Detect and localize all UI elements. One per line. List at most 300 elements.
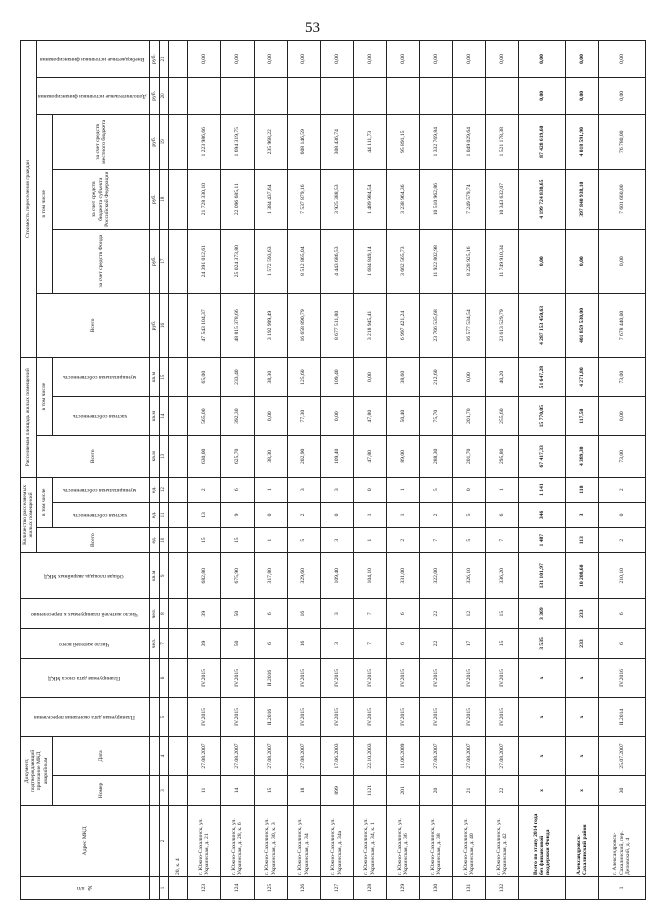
rooms-private-cell: 0 <box>254 502 287 527</box>
row-number <box>168 877 188 900</box>
table-row <box>188 41 221 900</box>
cost-extra-cell <box>420 77 453 114</box>
area-total-cell: 336,20 <box>486 553 519 599</box>
cost-excess-cell: 0,00 <box>287 41 320 78</box>
doc-number-cell: 899 <box>320 776 353 806</box>
doc-date-cell: 27.08.2007 <box>287 736 320 775</box>
cost-fund-cell: 0,00 <box>519 229 566 293</box>
rooms-private-cell: 0 <box>320 502 353 527</box>
doc-number-cell: 20 <box>420 776 453 806</box>
rooms-private-cell: 5 <box>453 502 486 527</box>
address-cell: г. Южно-Сахалинск, ул. Украинская, д. 36 <box>386 805 419 876</box>
row-number <box>519 877 566 900</box>
row-number: 126 <box>287 877 320 900</box>
rooms-municipal-cell: 6 <box>221 477 254 502</box>
cost-region-cell: 22 096 685,11 <box>221 169 254 229</box>
cost-excess-cell: 0,00 <box>254 41 287 78</box>
area-private-cell: 0,00 <box>254 397 287 436</box>
rooms-municipal-cell: 2 <box>599 477 646 502</box>
resettle-date-cell: x <box>519 697 566 736</box>
area-private-cell <box>168 397 188 436</box>
residents-planned-cell: 3 <box>320 599 353 629</box>
register-body <box>168 41 645 900</box>
cost-local-cell: 235 968,22 <box>254 114 287 169</box>
table-row <box>353 41 386 900</box>
residents-planned-cell: 6 <box>386 599 419 629</box>
column-number: 1 <box>159 877 168 900</box>
doc-date-cell: 27.08.2007 <box>221 736 254 775</box>
rooms-total-cell: 7 <box>420 528 453 553</box>
cost-local-cell: 76 780,00 <box>599 114 646 169</box>
doc-number-cell: 22 <box>486 776 519 806</box>
table-row <box>386 41 419 900</box>
cost-total-cell: 401 859 530,00 <box>565 293 598 357</box>
area-sum-cell: 288,30 <box>420 436 453 477</box>
residents-total-cell: 7 <box>353 629 386 659</box>
unit-cell: кв.м <box>150 553 159 599</box>
area-sum-cell: 109,40 <box>320 436 353 477</box>
rotated-page <box>20 40 632 900</box>
resettle-date-cell: IV.2015 <box>188 697 221 736</box>
cost-excess-cell: 0,00 <box>519 41 566 78</box>
doc-date-cell: 27.08.2007 <box>486 736 519 775</box>
doc-number-cell: 14 <box>221 776 254 806</box>
area-total-cell: 109,40 <box>320 553 353 599</box>
unit-cell: руб. <box>150 293 159 357</box>
rooms-total-cell: 1 <box>353 528 386 553</box>
header-area-incl: в том числе <box>36 358 52 436</box>
doc-number-cell: x <box>519 776 566 806</box>
header-rooms-group: Количество расселяемых жилых помещений <box>21 477 37 553</box>
header-rooms-total: Всего <box>36 528 150 553</box>
cost-total-cell: 6 997 421,24 <box>386 293 419 357</box>
cost-region-cell: 10 510 962,86 <box>420 169 453 229</box>
rooms-total-cell: 7 <box>486 528 519 553</box>
area-municipal-cell: 38,30 <box>254 358 287 397</box>
resettle-date-cell: IV.2015 <box>221 697 254 736</box>
residents-total-cell: 16 <box>287 629 320 659</box>
column-number: 18 <box>159 169 168 229</box>
address-cell: г. Южно-Сахалинск, ул. Украинская, д. 34а <box>320 805 353 876</box>
area-municipal-cell: 4 271,80 <box>565 358 598 397</box>
residents-total-cell: 6 <box>386 629 419 659</box>
unit-cell <box>150 697 159 736</box>
area-sum-cell: 89,00 <box>386 436 419 477</box>
area-municipal-cell: 51 647,28 <box>519 358 566 397</box>
address-cell: г. Южно-Сахалинск, ул. Украинская, д. 34, к. 1 <box>353 805 386 876</box>
address-cell: г. Южно-Сахалинск, ул. Украинская, д. 21 <box>188 805 221 876</box>
rooms-municipal-cell: 1 <box>486 477 519 502</box>
header-planned-resettle: Планируемая дата окончания переселения <box>21 697 150 736</box>
cost-region-cell <box>168 169 188 229</box>
doc-date-cell: 17.06.2003 <box>320 736 353 775</box>
rooms-municipal-cell: 3 <box>287 477 320 502</box>
resettle-date-cell: IV.2015 <box>453 697 486 736</box>
residents-planned-cell: 7 <box>353 599 386 629</box>
rooms-municipal-cell: 0 <box>353 477 386 502</box>
cost-extra-cell: 0,00 <box>599 77 646 114</box>
resettle-date-cell <box>168 697 188 736</box>
demolish-date-cell: IV.2015 <box>221 658 254 697</box>
resettle-date-cell: IV.2015 <box>420 697 453 736</box>
residents-planned-cell: 12 <box>453 599 486 629</box>
cost-excess-cell: 0,00 <box>599 41 646 78</box>
cost-region-cell: 1 489 984,54 <box>353 169 386 229</box>
rooms-total-cell: 113 <box>565 528 598 553</box>
address-cell: Александровск-Сахалинский район <box>565 805 598 876</box>
area-municipal-cell: 38,60 <box>386 358 419 397</box>
area-municipal-cell: 0,00 <box>453 358 486 397</box>
area-municipal-cell: 233,40 <box>221 358 254 397</box>
cost-fund-cell: 0,00 <box>565 229 598 293</box>
rooms-total-cell: 2 <box>599 528 646 553</box>
area-sum-cell: 630,00 <box>188 436 221 477</box>
area-sum-cell: 47,80 <box>353 436 386 477</box>
rooms-private-cell: 9 <box>221 502 254 527</box>
demolish-date-cell: IV.2015 <box>188 658 221 697</box>
rooms-total-cell: 15 <box>221 528 254 553</box>
address-cell: г. Южно-Сахалинск, ул. Украинская, д. 28, к. 6 <box>221 805 254 876</box>
cost-fund-cell: 1 572 593,63 <box>254 229 287 293</box>
area-total-cell: 675,90 <box>221 553 254 599</box>
cost-fund-cell: 0,00 <box>599 229 646 293</box>
unit-cell: кв.м <box>150 436 159 477</box>
column-number: 8 <box>159 599 168 629</box>
row-number: 131 <box>453 877 486 900</box>
cost-extra-cell <box>320 77 353 114</box>
address-cell: г. Южно-Сахалинск, ул. Украинская, д. 40 <box>453 805 486 876</box>
header-cost-region: за счет средств бюджета субъекта Российской Федерации <box>52 169 150 229</box>
cost-fund-cell: 8 228 925,16 <box>453 229 486 293</box>
cost-total-cell: 4 287 153 450,63 <box>519 293 566 357</box>
header-doc-group: Документ, подтверждающий признание МКД аварийным <box>21 736 53 805</box>
resettle-date-cell: IV.2015 <box>287 697 320 736</box>
unit-cell: ед. <box>150 502 159 527</box>
cost-fund-cell: 25 024 373,80 <box>221 229 254 293</box>
demolish-date-cell: II.2016 <box>254 658 287 697</box>
area-private-cell: 565,00 <box>188 397 221 436</box>
cost-region-cell: 7 249 579,74 <box>453 169 486 229</box>
address-cell: Всего по этапу 2014 года без финансовой поддержки Фонда <box>519 805 566 876</box>
cost-local-cell: 1 223 986,66 <box>188 114 221 169</box>
residents-total-cell: 6 <box>599 629 646 659</box>
unit-cell: руб. <box>150 77 159 114</box>
table-row <box>254 41 287 900</box>
cost-region-cell: 7 601 660,00 <box>599 169 646 229</box>
unit-cell: руб. <box>150 169 159 229</box>
cost-region-cell: 3 925 388,53 <box>320 169 353 229</box>
residents-planned-cell: 233 <box>565 599 598 629</box>
cost-extra-cell: 0,00 <box>565 77 598 114</box>
cost-local-cell <box>168 114 188 169</box>
resettle-date-cell: IV.2015 <box>386 697 419 736</box>
area-private-cell: 75,70 <box>420 397 453 436</box>
doc-date-cell: 27.08.2007 <box>453 736 486 775</box>
row-number: 128 <box>353 877 386 900</box>
header-cost-incl: в том числе <box>36 114 52 293</box>
unit-cell: руб. <box>150 114 159 169</box>
area-total-cell: 682,80 <box>188 553 221 599</box>
cost-local-cell: 1 332 769,84 <box>420 114 453 169</box>
summary-row <box>519 41 566 900</box>
cost-local-cell: 1 694 319,75 <box>221 114 254 169</box>
residents-total-cell: 50 <box>221 629 254 659</box>
unit-cell <box>150 658 159 697</box>
rooms-total-cell: 2 <box>386 528 419 553</box>
cost-total-cell: 23 766 535,68 <box>420 293 453 357</box>
header-cost-local: за счет средств местного бюджета <box>52 114 150 169</box>
residents-total-cell: 6 <box>254 629 287 659</box>
doc-date-cell: x <box>565 736 598 775</box>
cost-extra-cell <box>453 77 486 114</box>
rooms-total-cell <box>168 528 188 553</box>
doc-number-cell: 1121 <box>353 776 386 806</box>
rooms-private-cell: 0 <box>599 502 646 527</box>
column-number: 9 <box>159 553 168 599</box>
header-cost-total: Всего <box>36 293 150 357</box>
header-rooms-municipal: муниципальная собственность <box>52 477 150 502</box>
resettle-date-cell: x <box>565 697 598 736</box>
doc-date-cell: 27.08.2007 <box>254 736 287 775</box>
area-municipal-cell <box>168 358 188 397</box>
cost-total-cell: 47 543 104,37 <box>188 293 221 357</box>
rooms-private-cell: 346 <box>519 502 566 527</box>
unit-cell: ед. <box>150 477 159 502</box>
header-cost-extra: Дополнительные источники финансирования <box>36 77 150 114</box>
residents-planned-cell: 6 <box>599 599 646 629</box>
cost-local-cell: 87 428 619,60 <box>519 114 566 169</box>
cost-total-cell: 7 678 440,00 <box>599 293 646 357</box>
table-row <box>486 41 519 900</box>
area-private-cell: 0,00 <box>320 397 353 436</box>
rooms-total-cell: 5 <box>287 528 320 553</box>
column-number: 15 <box>159 358 168 397</box>
summary-row <box>565 41 598 900</box>
residents-planned-cell: 39 <box>188 599 221 629</box>
rooms-municipal-cell: 3 <box>320 477 353 502</box>
row-number: 132 <box>486 877 519 900</box>
header-address: Адрес МКД <box>21 805 150 876</box>
demolish-date-cell: IV.2015 <box>320 658 353 697</box>
demolish-date-cell <box>168 658 188 697</box>
area-total-cell: 329,60 <box>287 553 320 599</box>
area-sum-cell: 73,00 <box>599 436 646 477</box>
header-cost-fund: за счет средств Фонда <box>52 229 150 293</box>
area-municipal-cell: 73,00 <box>599 358 646 397</box>
address-cell: г. Южно-Сахалинск, ул. Украинская, д. 38 <box>420 805 453 876</box>
rooms-total-cell: 1 487 <box>519 528 566 553</box>
resettle-date-cell: II.2014 <box>599 697 646 736</box>
rooms-municipal-cell: 0 <box>453 477 486 502</box>
rooms-total-cell: 1 <box>254 528 287 553</box>
rooms-municipal-cell: 110 <box>565 477 598 502</box>
area-total-cell: 331,00 <box>386 553 419 599</box>
cost-fund-cell: 3 662 565,73 <box>386 229 419 293</box>
area-sum-cell: 201,70 <box>453 436 486 477</box>
header-area-group: Расселяемая площадь жилых помещений <box>21 358 37 477</box>
row-number: 130 <box>420 877 453 900</box>
header-no: № п/п <box>21 877 150 900</box>
demolish-date-cell: IV.2015 <box>287 658 320 697</box>
area-municipal-cell: 212,60 <box>420 358 453 397</box>
cost-excess-cell: 0,00 <box>386 41 419 78</box>
cost-fund-cell <box>168 229 188 293</box>
doc-number-cell: 30 <box>599 776 646 806</box>
cost-local-cell: 608 146,59 <box>287 114 320 169</box>
row-number: 1 <box>599 877 646 900</box>
demolish-date-cell: IV.2015 <box>453 658 486 697</box>
unit-cell: руб. <box>150 41 159 78</box>
area-private-cell: 201,70 <box>453 397 486 436</box>
cost-local-cell: 308 436,74 <box>320 114 353 169</box>
rooms-private-cell: 2 <box>420 502 453 527</box>
cost-region-cell: 4 199 724 830,65 <box>519 169 566 229</box>
rooms-municipal-cell: 2 <box>188 477 221 502</box>
column-number: 19 <box>159 114 168 169</box>
area-private-cell: 47,80 <box>353 397 386 436</box>
cost-total-cell: 16 658 890,79 <box>287 293 320 357</box>
residents-total-cell: 22 <box>420 629 453 659</box>
doc-number-cell: 201 <box>386 776 419 806</box>
unit-cell <box>150 805 159 876</box>
cost-total-cell: 48 815 378,66 <box>221 293 254 357</box>
demolish-date-cell: x <box>565 658 598 697</box>
unit-cell: кв.м <box>150 397 159 436</box>
cost-total-cell: 3 192 999,49 <box>254 293 287 357</box>
area-sum-cell: 4 389,30 <box>565 436 598 477</box>
header-area-private: частная собственность <box>52 397 150 436</box>
residents-total-cell: 15 <box>486 629 519 659</box>
column-number: 5 <box>159 697 168 736</box>
doc-date-cell: 11.06.2009 <box>386 736 419 775</box>
column-number: 4 <box>159 736 168 775</box>
cost-extra-cell <box>254 77 287 114</box>
table-row <box>320 41 353 900</box>
cost-extra-cell <box>386 77 419 114</box>
column-number: 3 <box>159 776 168 806</box>
address-cell: 20, к. 4 <box>168 805 188 876</box>
area-municipal-cell: 125,60 <box>287 358 320 397</box>
unit-cell <box>150 877 159 900</box>
residents-total-cell: 17 <box>453 629 486 659</box>
area-private-cell: 117,50 <box>565 397 598 436</box>
header-residents-planned: Число жителей планируемых к переселению <box>21 599 150 629</box>
cost-excess-cell: 0,00 <box>353 41 386 78</box>
header-row-1 <box>21 41 37 900</box>
doc-number-cell: 15 <box>254 776 287 806</box>
column-number: 14 <box>159 397 168 436</box>
residents-planned-cell: 50 <box>221 599 254 629</box>
demolish-date-cell: IV.2016 <box>599 658 646 697</box>
cost-extra-cell <box>353 77 386 114</box>
cost-local-cell: 95 891,15 <box>386 114 419 169</box>
header-rooms-private: частная собственность <box>52 502 150 527</box>
rooms-private-cell: 3 <box>565 502 598 527</box>
cost-extra-cell <box>486 77 519 114</box>
residents-total-cell: 233 <box>565 629 598 659</box>
cost-region-cell: 21 728 330,10 <box>188 169 221 229</box>
rooms-municipal-cell: 1 <box>254 477 287 502</box>
cost-total-cell: 16 577 534,54 <box>453 293 486 357</box>
unit-cell: чел. <box>150 599 159 629</box>
residents-planned-cell: 16 <box>287 599 320 629</box>
area-sum-cell: 625,70 <box>221 436 254 477</box>
doc-date-cell: 25.07.2007 <box>599 736 646 775</box>
doc-date-cell <box>168 736 188 775</box>
cost-region-cell: 3 238 964,36 <box>386 169 419 229</box>
cost-extra-cell <box>188 77 221 114</box>
row-number: 127 <box>320 877 353 900</box>
residents-total-cell: 3 535 <box>519 629 566 659</box>
header-cost-group: Стоимость переселения граждан <box>21 41 37 358</box>
cost-extra-cell <box>221 77 254 114</box>
column-number: 2 <box>159 805 168 876</box>
page-number: 53 <box>305 20 320 36</box>
table-row <box>599 41 646 900</box>
resettle-date-cell: IV.2015 <box>486 697 519 736</box>
area-private-cell: 392,30 <box>221 397 254 436</box>
area-municipal-cell: 0,00 <box>353 358 386 397</box>
table-row <box>420 41 453 900</box>
table-row <box>221 41 254 900</box>
rooms-private-cell: 2 <box>287 502 320 527</box>
table-row <box>287 41 320 900</box>
area-total-cell: 322,00 <box>420 553 453 599</box>
column-number: 16 <box>159 293 168 357</box>
unit-cell <box>150 736 159 775</box>
resettlement-register-table <box>20 40 646 900</box>
cost-excess-cell: 0,00 <box>221 41 254 78</box>
rooms-municipal-cell: 1 <box>386 477 419 502</box>
cost-total-cell <box>168 293 188 357</box>
area-private-cell: 50,40 <box>386 397 419 436</box>
resettle-date-cell: II.2016 <box>254 697 287 736</box>
residents-planned-cell: 22 <box>420 599 453 629</box>
area-municipal-cell: 40,20 <box>486 358 519 397</box>
area-sum-cell: 67 417,33 <box>519 436 566 477</box>
cost-local-cell: 1 049 029,64 <box>453 114 486 169</box>
resettle-date-cell: IV.2015 <box>353 697 386 736</box>
table-row <box>168 41 188 900</box>
header-doc-date: Дата <box>52 736 150 775</box>
header-area-municipal: муниципальная собственность <box>52 358 150 397</box>
rooms-municipal-cell: 5 <box>420 477 453 502</box>
row-number: 129 <box>386 877 419 900</box>
unit-cell: ед. <box>150 528 159 553</box>
column-number: 21 <box>159 41 168 78</box>
cost-region-cell: 10 343 632,07 <box>486 169 519 229</box>
cost-local-cell: 44 111,73 <box>353 114 386 169</box>
demolish-date-cell: IV.2015 <box>420 658 453 697</box>
residents-planned-cell: 3 369 <box>519 599 566 629</box>
unit-cell <box>150 776 159 806</box>
rooms-total-cell: 3 <box>320 528 353 553</box>
unit-cell: руб. <box>150 229 159 293</box>
rooms-total-cell: 5 <box>453 528 486 553</box>
demolish-date-cell: IV.2015 <box>386 658 419 697</box>
cost-excess-cell <box>168 41 188 78</box>
header-cost-excess: Внебюджетные источники финансирования <box>36 41 150 78</box>
area-sum-cell: 38,30 <box>254 436 287 477</box>
cost-fund-cell: 11 922 802,98 <box>420 229 453 293</box>
rooms-private-cell <box>168 502 188 527</box>
doc-date-cell: 27.08.2007 <box>420 736 453 775</box>
area-private-cell: 77,30 <box>287 397 320 436</box>
cost-local-cell: 4 018 591,90 <box>565 114 598 169</box>
doc-date-cell: x <box>519 736 566 775</box>
cost-total-cell: 23 613 529,79 <box>486 293 519 357</box>
area-municipal-cell: 109,40 <box>320 358 353 397</box>
